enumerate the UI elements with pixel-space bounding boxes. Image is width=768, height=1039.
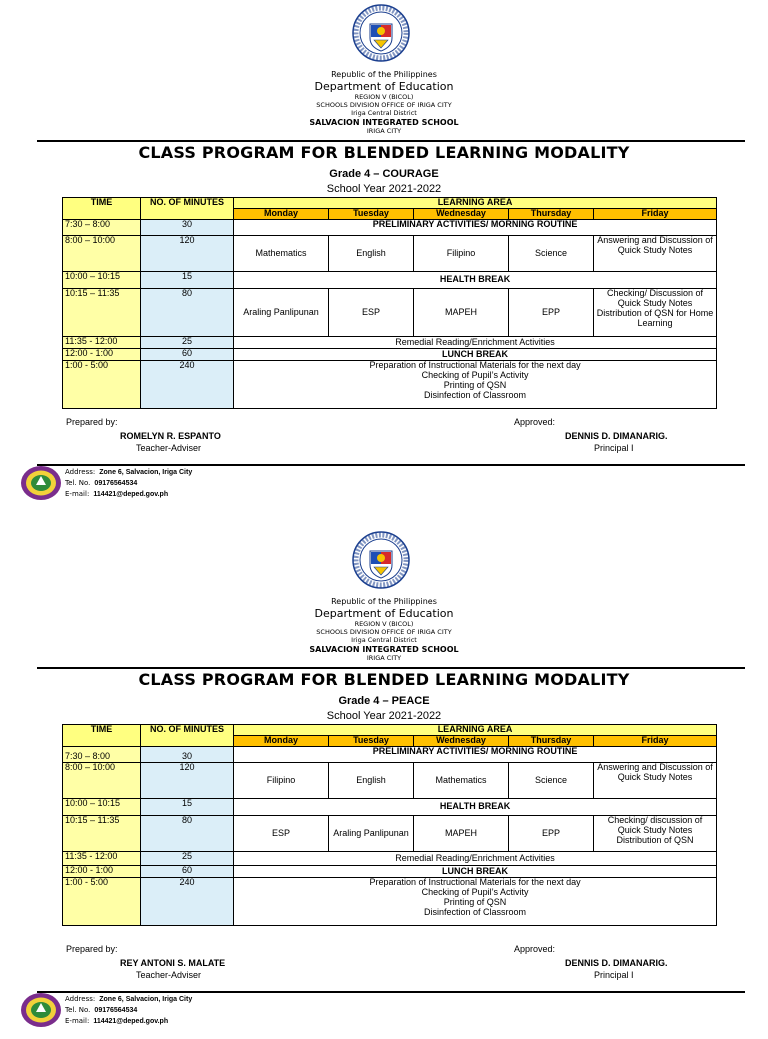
day-friday: Friday <box>594 209 717 220</box>
minutes-cell: 120 <box>141 763 234 799</box>
activity-cell: HEALTH BREAK <box>234 272 717 289</box>
tel-label: Tel. No. <box>65 1006 91 1014</box>
minutes-cell: 15 <box>141 799 234 816</box>
district-heading: Iriga Central District <box>351 109 417 117</box>
day-thursday: Thursday <box>509 209 594 220</box>
subject-cell: Answering and Discussion of Quick Study Notes <box>594 763 717 799</box>
table-row <box>63 852 717 866</box>
day-wednesday: Wednesday <box>414 736 509 747</box>
subject-cell: Science <box>509 763 594 799</box>
address-label: Address: <box>65 468 96 476</box>
minutes-cell: 240 <box>141 361 234 409</box>
minutes-cell: 240 <box>141 878 234 926</box>
activity-line: Printing of QSN <box>443 896 507 907</box>
approved-by-label: Approved: <box>514 944 556 954</box>
republic-heading: Republic of the Philippines <box>331 70 437 79</box>
table-row <box>63 236 717 272</box>
school-name: SALVACION INTEGRATED SCHOOL <box>309 118 459 127</box>
approved-by-role: Principal I <box>594 970 634 980</box>
school-logo-icon <box>20 992 62 1028</box>
day-tuesday: Tuesday <box>329 209 414 220</box>
grade-section: Grade 4 – COURAGE <box>329 168 439 180</box>
activity-cell: PRELIMINARY ACTIVITIES/ MORNING ROUTINE <box>234 220 717 236</box>
minutes-cell: 120 <box>141 236 234 272</box>
subject-cell: EPP <box>509 289 594 337</box>
prepared-by-label: Prepared by: <box>66 944 118 954</box>
minutes-cell: 60 <box>141 866 234 878</box>
subject-cell: Araling Panlipunan <box>234 289 329 337</box>
table-row <box>63 747 717 763</box>
table-row <box>63 799 717 816</box>
table-row <box>63 272 717 289</box>
table-header-row <box>63 198 717 209</box>
table-row <box>63 878 717 926</box>
school-name: SALVACION INTEGRATED SCHOOL <box>309 645 459 654</box>
schedule-table <box>62 197 717 409</box>
time-cell: 10:00 – 10:15 <box>63 272 141 289</box>
time-column-header: TIME <box>63 725 141 747</box>
table-row <box>63 816 717 852</box>
time-cell: 1:00 - 5:00 <box>63 361 141 409</box>
table-header-row <box>63 725 717 736</box>
subject-cell: Checking/ Discussion of Quick Study Notes Distribution of QSN for Home Learning <box>594 289 717 337</box>
header-divider <box>37 667 745 669</box>
approved-by-role: Principal I <box>594 443 634 453</box>
minutes-column-header: NO. OF MINUTES <box>141 725 234 747</box>
time-cell: 11:35 - 12:00 <box>63 852 141 866</box>
subject-cell: Answering and Discussion of Quick Study Notes <box>594 236 717 272</box>
time-cell: 10:00 – 10:15 <box>63 799 141 816</box>
republic-heading: Republic of the Philippines <box>331 597 437 606</box>
table-row <box>63 349 717 361</box>
email-value: 114421@deped.gov.ph <box>93 1018 169 1025</box>
prepared-by-name: ROMELYN R. ESPANTO <box>120 431 221 441</box>
time-cell: 8:00 – 10:00 <box>63 236 141 272</box>
division-heading: SCHOOLS DIVISION OFFICE OF IRIGA CITY <box>316 101 452 109</box>
subject-cell: MAPEH <box>414 289 509 337</box>
subject-cell: ESP <box>234 816 329 852</box>
day-monday: Monday <box>234 209 329 220</box>
table-row <box>63 763 717 799</box>
time-cell: 10:15 – 11:35 <box>63 289 141 337</box>
activity-cell: HEALTH BREAK <box>234 799 717 816</box>
approved-by-label: Approved: <box>514 417 556 427</box>
page-title: CLASS PROGRAM FOR BLENDED LEARNING MODALITY <box>138 143 630 162</box>
table-row <box>63 361 717 409</box>
subject-cell: ESP <box>329 289 414 337</box>
prepared-by-role: Teacher-Adviser <box>136 443 202 453</box>
prepared-by-label: Prepared by: <box>66 417 118 427</box>
minutes-cell: 30 <box>141 220 234 236</box>
table-row <box>63 289 717 337</box>
tel-value: 09176564534 <box>94 480 138 487</box>
minutes-cell: 80 <box>141 289 234 337</box>
approved-by-name: DENNIS D. DIMANARIG. <box>565 958 668 968</box>
activity-line: Disinfection of Classroom <box>424 906 527 917</box>
subject-cell: Mathematics <box>414 763 509 799</box>
time-cell: 1:00 - 5:00 <box>63 878 141 926</box>
activity-cell: Remedial Reading/Enrichment Activities <box>234 852 717 866</box>
footer-tel <box>65 479 137 487</box>
subject-cell: English <box>329 763 414 799</box>
subject-cell: EPP <box>509 816 594 852</box>
table-row <box>63 337 717 349</box>
department-heading: Department of Education <box>314 607 454 620</box>
school-year: School Year 2021-2022 <box>326 183 442 195</box>
subject-cell: Filipino <box>414 236 509 272</box>
day-thursday: Thursday <box>509 736 594 747</box>
schedule-table <box>62 724 717 926</box>
subject-cell: English <box>329 236 414 272</box>
city-heading: IRIGA CITY <box>366 654 402 662</box>
class-program-page-courage <box>0 0 768 512</box>
minutes-column-header: NO. OF MINUTES <box>141 198 234 220</box>
activity-cell: LUNCH BREAK <box>234 349 717 361</box>
subject-cell: Science <box>509 236 594 272</box>
minutes-cell: 80 <box>141 816 234 852</box>
activity-cell: Remedial Reading/Enrichment Activities <box>234 337 717 349</box>
day-tuesday: Tuesday <box>329 736 414 747</box>
minutes-cell: 30 <box>141 747 234 763</box>
time-cell: 12:00 - 1:00 <box>63 866 141 878</box>
class-program-page-peace <box>0 527 768 1039</box>
email-label: E-mail: <box>65 490 90 498</box>
department-heading: Department of Education <box>314 80 454 93</box>
prepared-by-name: REY ANTONI S. MALATE <box>120 958 226 968</box>
footer-address <box>65 468 192 476</box>
email-label: E-mail: <box>65 1017 90 1025</box>
tel-label: Tel. No. <box>65 479 91 487</box>
learning-area-header: LEARNING AREA <box>234 198 717 209</box>
footer-tel <box>65 1006 137 1014</box>
address-value: Zone 6, Salvacion, Iriga City <box>99 996 193 1003</box>
time-cell: 10:15 – 11:35 <box>63 816 141 852</box>
activity-line: Printing of QSN <box>443 379 507 390</box>
region-heading: REGION V (BICOL) <box>354 93 414 101</box>
minutes-cell: 60 <box>141 349 234 361</box>
division-heading: SCHOOLS DIVISION OFFICE OF IRIGA CITY <box>316 628 452 636</box>
activity-cell <box>234 361 717 409</box>
day-friday: Friday <box>594 736 717 747</box>
header-divider <box>37 140 745 142</box>
activity-line: Preparation of Instructional Materials for the next day <box>369 360 581 370</box>
prepared-by-role: Teacher-Adviser <box>136 970 202 980</box>
minutes-cell: 25 <box>141 337 234 349</box>
table-row <box>63 220 717 236</box>
activity-cell: PRELIMINARY ACTIVITIES/ MORNING ROUTINE <box>234 747 717 763</box>
footer-address <box>65 995 192 1003</box>
address-label: Address: <box>65 995 96 1003</box>
page-title: CLASS PROGRAM FOR BLENDED LEARNING MODALITY <box>138 670 630 689</box>
deped-seal-icon <box>352 4 410 62</box>
time-cell: 11:35 - 12:00 <box>63 337 141 349</box>
activity-line: Disinfection of Classroom <box>424 389 527 400</box>
district-heading: Iriga Central District <box>351 636 417 644</box>
activity-cell: LUNCH BREAK <box>234 866 717 878</box>
day-wednesday: Wednesday <box>414 209 509 220</box>
grade-section: Grade 4 – PEACE <box>338 695 430 707</box>
time-column-header: TIME <box>63 198 141 220</box>
email-value: 114421@deped.gov.ph <box>93 491 169 498</box>
city-heading: IRIGA CITY <box>366 127 402 135</box>
subject-cell: Mathematics <box>234 236 329 272</box>
footer-divider <box>37 991 745 993</box>
tel-value: 09176564534 <box>94 1007 138 1014</box>
time-cell: 7:30 – 8:00 <box>63 747 141 763</box>
region-heading: REGION V (BICOL) <box>354 620 414 628</box>
activity-cell <box>234 878 717 926</box>
footer-divider <box>37 464 745 466</box>
time-cell: 12:00 - 1:00 <box>63 349 141 361</box>
minutes-cell: 25 <box>141 852 234 866</box>
subject-cell: MAPEH <box>414 816 509 852</box>
deped-seal-icon <box>352 531 410 589</box>
school-logo-icon <box>20 465 62 501</box>
subject-cell: Araling Panlipunan <box>329 816 414 852</box>
day-monday: Monday <box>234 736 329 747</box>
subject-cell: Checking/ discussion of Quick Study Notes Distribution of QSN <box>594 816 717 852</box>
address-value: Zone 6, Salvacion, Iriga City <box>99 469 193 476</box>
approved-by-name: DENNIS D. DIMANARIG. <box>565 431 668 441</box>
time-cell: 8:00 – 10:00 <box>63 763 141 799</box>
table-row <box>63 866 717 878</box>
minutes-cell: 15 <box>141 272 234 289</box>
activity-line: Preparation of Instructional Materials for the next day <box>369 877 581 887</box>
activity-line: Checking of Pupil’s Activity <box>421 369 529 380</box>
subject-cell: Filipino <box>234 763 329 799</box>
school-year: School Year 2021-2022 <box>326 710 442 722</box>
learning-area-header: LEARNING AREA <box>234 725 717 736</box>
footer-email <box>65 490 168 498</box>
time-cell: 7:30 – 8:00 <box>63 220 141 236</box>
activity-line: Checking of Pupil’s Activity <box>421 886 529 897</box>
